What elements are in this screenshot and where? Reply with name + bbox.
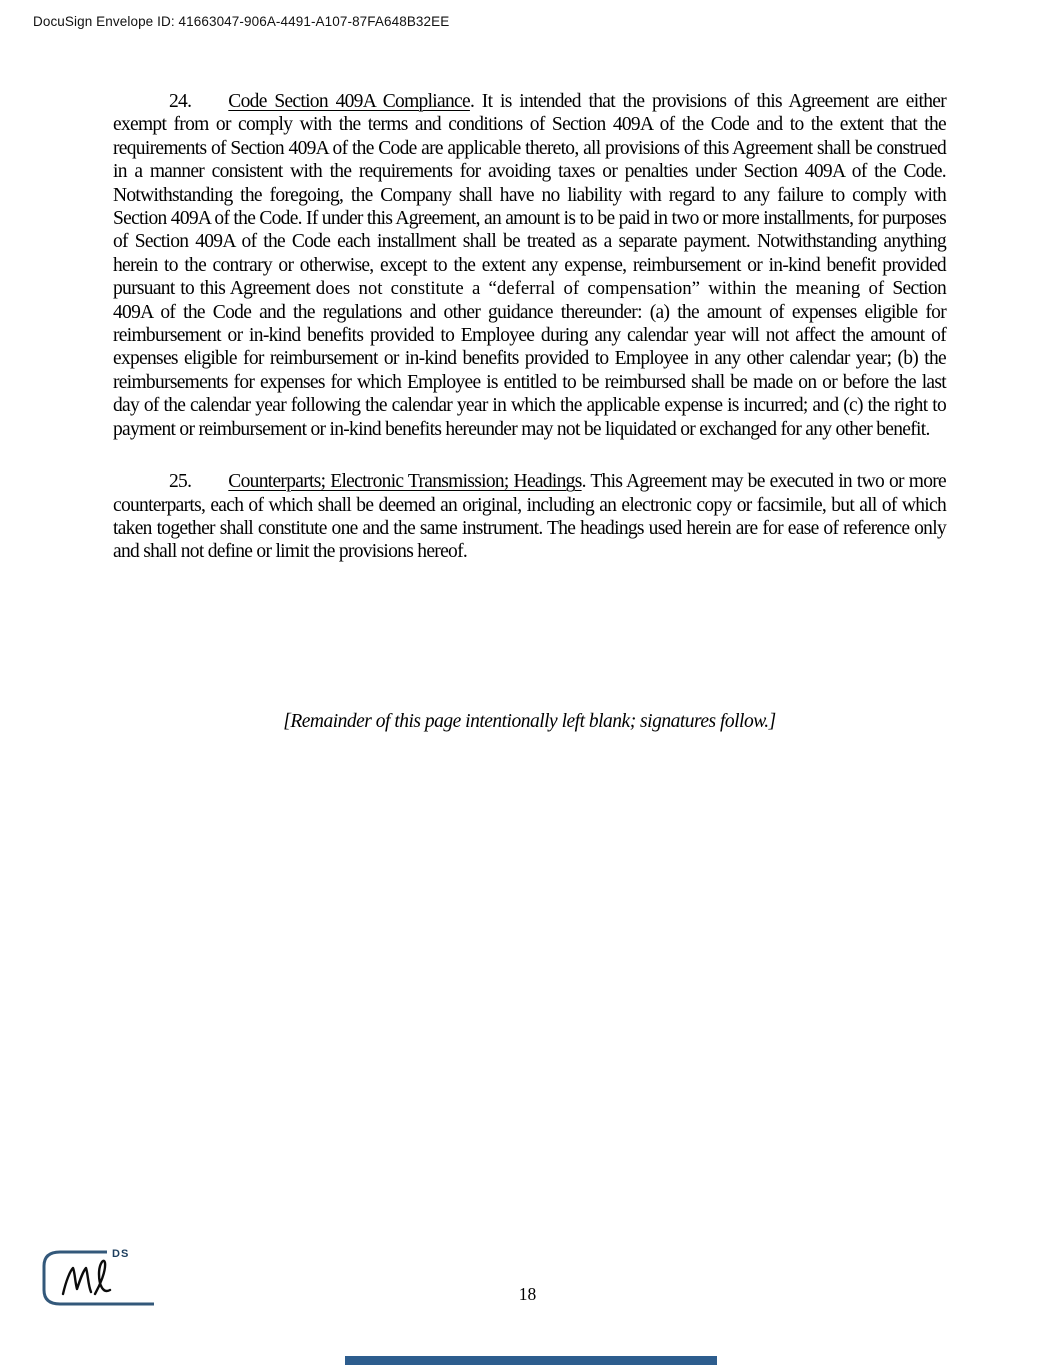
section-24-body-lead: . It is intended that the provisions of this Agreement are either exempt from or comply with the terms and conditions of Section 409A of the Code and to the extent that the requirements of Section 409A of the Code are applicable thereto, all provisions of this Agreement shall be construed in a manner consistent with the requirements for avoiding taxes or penalties under Section 409A of the Code. Notwithstanding the foregoing, the Company shall have no liability with regard to any failure to comply with Section 409A of the Code. If under this Agreement, an amount is to be paid in two or more installments, for purposes of Section 409A of the Code each installment shall be treated as a separate payment. Notwithstanding anything herein to the contrary or otherwise, except to the extent any expense, reimbursement or in-kind benefit provided pursuant to this Agreement	[113, 91, 946, 300]
section-24-heading: Code Section 409A Compliance	[228, 91, 470, 112]
section-24-body-rest: Section 409A of the Code and the regulations and other guidance thereunder: (a) the amount of expenses eligible for reimbursement or in-kind benefits provided to Employee during any calendar year will not affect the amount of expenses eligible for reimbursement or in-kind benefits provided to Employee in any other calendar year; (b) the reimbursements for expenses for which Employee is entitled to be reimbursed shall be made on or before the last day of the calendar year following the calendar year in which the applicable expense is incurred; and (c) the right to payment or reimbursement or in-kind benefits hereunder may not be liquidated or exchanged for any other benefit.	[113, 278, 946, 440]
section-25-paragraph	[113, 470, 946, 564]
section-25-number: 25.	[169, 471, 192, 493]
section-25-body: . This Agreement may be executed in two or more counterparts, each of which shall be deemed an original, including an electronic copy or facsimile, but all of which taken together shall constitute one and the same instrument. The headings used herein are for ease of reference only and shall not define or limit the provisions hereof.	[113, 471, 946, 563]
section-25-heading: Counterparts; Electronic Transmission; Headings	[228, 471, 582, 493]
docusign-envelope-id: DocuSign Envelope ID: 41663047-906A-4491-A107-87FA648B32EE	[33, 14, 450, 29]
section-24-inserted-clause: does not constitute a “deferral of compensation” within the meaning of	[315, 278, 893, 300]
docusign-initials-stamp[interactable]	[36, 1244, 168, 1316]
page-number: 18	[518, 1284, 537, 1304]
ds-label: DS	[112, 1248, 130, 1260]
bottom-blue-bar	[345, 1356, 717, 1365]
section-24-paragraph	[113, 90, 946, 441]
section-24-number: 24.	[169, 91, 192, 112]
document-body	[113, 90, 946, 733]
remainder-note: [Remainder of this page intentionally left blank; signatures follow.]	[283, 710, 776, 732]
